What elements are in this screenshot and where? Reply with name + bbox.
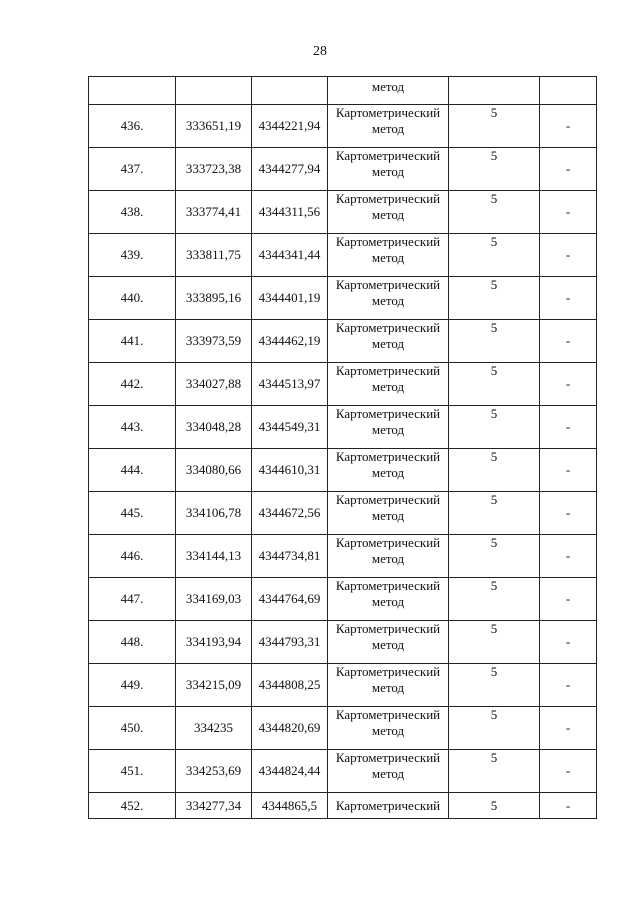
method-cell (328, 535, 449, 578)
table-row (89, 191, 597, 234)
x-coordinate-cell: 334277,34 (176, 793, 252, 819)
y-coordinate-cell (252, 77, 328, 105)
y-coordinate-cell: 4344311,56 (252, 191, 328, 234)
accuracy-cell: 5 (449, 363, 540, 406)
accuracy-cell: 5 (449, 449, 540, 492)
method-line: Картометрический (335, 234, 441, 249)
table-row-last (89, 793, 597, 819)
table-row (89, 664, 597, 707)
note-cell: - (540, 707, 597, 750)
note-cell: - (540, 234, 597, 277)
method-cell: Картометрический (328, 793, 449, 819)
y-coordinate-cell: 4344401,19 (252, 277, 328, 320)
method-line: метод (371, 379, 405, 394)
note-cell: - (540, 105, 597, 148)
table-row (89, 320, 597, 363)
number-cell: 444. (89, 449, 176, 492)
accuracy-cell: 5 (449, 535, 540, 578)
x-coordinate-cell: 334106,78 (176, 492, 252, 535)
method-cell (328, 449, 449, 492)
accuracy-cell: 5 (449, 664, 540, 707)
note-cell: - (540, 492, 597, 535)
number-cell: 446. (89, 535, 176, 578)
table-row (89, 406, 597, 449)
accuracy-cell: 5 (449, 191, 540, 234)
method-line: Картометрический (335, 363, 441, 378)
accuracy-cell: 5 (449, 148, 540, 191)
table-row (89, 277, 597, 320)
number-cell: 445. (89, 492, 176, 535)
note-cell: - (540, 750, 597, 793)
x-coordinate-cell: 333811,75 (176, 234, 252, 277)
note-cell: - (540, 793, 597, 819)
x-coordinate-cell: 333723,38 (176, 148, 252, 191)
method-cell (328, 320, 449, 363)
method-cell (328, 148, 449, 191)
y-coordinate-cell: 4344610,31 (252, 449, 328, 492)
method-line: метод (371, 766, 405, 781)
method-cell (328, 191, 449, 234)
x-coordinate-cell: 334169,03 (176, 578, 252, 621)
number-cell: 437. (89, 148, 176, 191)
accuracy-cell: 5 (449, 406, 540, 449)
number-cell: 436. (89, 105, 176, 148)
table-row (89, 363, 597, 406)
method-cell (328, 277, 449, 320)
page-number: 28 (313, 44, 327, 59)
method-line: Картометрический (335, 406, 441, 421)
note-cell: - (540, 148, 597, 191)
method-line: Картометрический (335, 535, 441, 550)
y-coordinate-cell: 4344764,69 (252, 578, 328, 621)
coordinates-table (88, 76, 597, 819)
number-cell: 438. (89, 191, 176, 234)
method-line: метод (371, 637, 405, 652)
method-line: Картометрический (335, 105, 441, 120)
method-line: Картометрический (335, 578, 441, 593)
accuracy-cell: 5 (449, 320, 540, 363)
accuracy-cell: 5 (449, 707, 540, 750)
method-cell (328, 750, 449, 793)
y-coordinate-cell: 4344824,44 (252, 750, 328, 793)
number-cell: 441. (89, 320, 176, 363)
x-coordinate-cell: 334235 (176, 707, 252, 750)
x-coordinate-cell: 334144,13 (176, 535, 252, 578)
y-coordinate-cell: 4344513,97 (252, 363, 328, 406)
method-cell: метод (328, 77, 449, 105)
note-cell (540, 77, 597, 105)
accuracy-cell: 5 (449, 793, 540, 819)
method-line: метод (371, 422, 405, 437)
table-row (89, 621, 597, 664)
method-cell (328, 664, 449, 707)
method-cell (328, 492, 449, 535)
note-cell: - (540, 535, 597, 578)
x-coordinate-cell: 334215,09 (176, 664, 252, 707)
y-coordinate-cell: 4344793,31 (252, 621, 328, 664)
method-cell (328, 363, 449, 406)
number-cell: 443. (89, 406, 176, 449)
method-line: Картометрический (335, 750, 441, 765)
x-coordinate-cell: 334193,94 (176, 621, 252, 664)
table-row (89, 578, 597, 621)
note-cell: - (540, 621, 597, 664)
note-cell: - (540, 277, 597, 320)
accuracy-cell: 5 (449, 621, 540, 664)
y-coordinate-cell: 4344221,94 (252, 105, 328, 148)
method-cell (328, 105, 449, 148)
method-cell (328, 707, 449, 750)
table-row (89, 707, 597, 750)
method-line: метод (371, 250, 405, 265)
method-cell (328, 578, 449, 621)
method-line: Картометрический (335, 449, 441, 464)
method-line: метод (371, 551, 405, 566)
note-cell: - (540, 320, 597, 363)
x-coordinate-cell: 333774,41 (176, 191, 252, 234)
method-line: Картометрический (335, 148, 441, 163)
number-cell: 449. (89, 664, 176, 707)
method-line: Картометрический (335, 707, 441, 722)
method-line: метод (371, 121, 405, 136)
method-line: метод (371, 336, 405, 351)
x-coordinate-cell: 334080,66 (176, 449, 252, 492)
accuracy-cell: 5 (449, 105, 540, 148)
method-cell (328, 621, 449, 664)
number-cell (89, 77, 176, 105)
method-line: Картометрический (335, 320, 441, 335)
number-cell: 451. (89, 750, 176, 793)
x-coordinate-cell (176, 77, 252, 105)
accuracy-cell: 5 (449, 492, 540, 535)
y-coordinate-cell: 4344808,25 (252, 664, 328, 707)
number-cell: 440. (89, 277, 176, 320)
method-line: метод (371, 164, 405, 179)
table-row (89, 105, 597, 148)
y-coordinate-cell: 4344341,44 (252, 234, 328, 277)
number-cell: 450. (89, 707, 176, 750)
method-line: Картометрический (335, 191, 441, 206)
method-line: метод (371, 293, 405, 308)
note-cell: - (540, 449, 597, 492)
accuracy-cell (449, 77, 540, 105)
method-line: метод (371, 207, 405, 222)
x-coordinate-cell: 334253,69 (176, 750, 252, 793)
note-cell: - (540, 578, 597, 621)
x-coordinate-cell: 334048,28 (176, 406, 252, 449)
number-cell: 442. (89, 363, 176, 406)
y-coordinate-cell: 4344820,69 (252, 707, 328, 750)
note-cell: - (540, 363, 597, 406)
table-row (89, 148, 597, 191)
accuracy-cell: 5 (449, 750, 540, 793)
method-cell (328, 234, 449, 277)
method-line: Картометрический (335, 492, 441, 507)
table-body (89, 77, 597, 819)
table-row (89, 492, 597, 535)
x-coordinate-cell: 333651,19 (176, 105, 252, 148)
number-cell: 452. (89, 793, 176, 819)
method-cell (328, 406, 449, 449)
method-line: метод (371, 680, 405, 695)
table-row (89, 750, 597, 793)
y-coordinate-cell: 4344462,19 (252, 320, 328, 363)
y-coordinate-cell: 4344672,56 (252, 492, 328, 535)
x-coordinate-cell: 333895,16 (176, 277, 252, 320)
y-coordinate-cell: 4344865,5 (252, 793, 328, 819)
method-line: метод (371, 465, 405, 480)
y-coordinate-cell: 4344734,81 (252, 535, 328, 578)
y-coordinate-cell: 4344277,94 (252, 148, 328, 191)
number-cell: 439. (89, 234, 176, 277)
accuracy-cell: 5 (449, 277, 540, 320)
method-line: Картометрический (335, 277, 441, 292)
table-row (89, 449, 597, 492)
x-coordinate-cell: 334027,88 (176, 363, 252, 406)
number-cell: 448. (89, 621, 176, 664)
method-line: метод (371, 723, 405, 738)
method-line: метод (371, 508, 405, 523)
x-coordinate-cell: 333973,59 (176, 320, 252, 363)
accuracy-cell: 5 (449, 578, 540, 621)
y-coordinate-cell: 4344549,31 (252, 406, 328, 449)
method-line: Картометрический (335, 664, 441, 679)
note-cell: - (540, 664, 597, 707)
note-cell: - (540, 191, 597, 234)
method-line: Картометрический (335, 621, 441, 636)
table-row (89, 234, 597, 277)
continued-row (89, 77, 597, 105)
table-row (89, 535, 597, 578)
number-cell: 447. (89, 578, 176, 621)
method-line: метод (371, 594, 405, 609)
accuracy-cell: 5 (449, 234, 540, 277)
note-cell: - (540, 406, 597, 449)
